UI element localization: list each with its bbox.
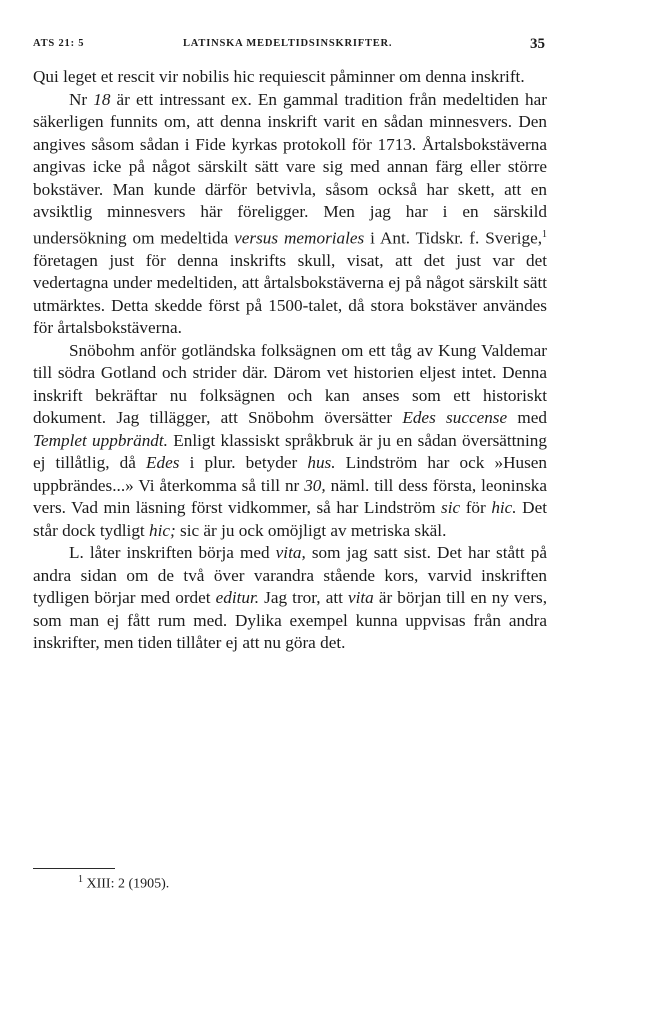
footnote-text: XIII: 2 (1905). xyxy=(83,876,170,892)
paragraph-4 xyxy=(33,542,547,655)
p3-text-o: Det står dock tydligt xyxy=(33,498,547,540)
p4-italic-editur: editur. xyxy=(215,588,260,608)
page-number: 35 xyxy=(530,36,545,52)
p3-italic-edes-succense: Edes succense xyxy=(402,408,508,428)
paragraph-2 xyxy=(33,89,547,340)
paragraph-3 xyxy=(33,340,547,543)
footnote xyxy=(78,874,169,893)
p2-text-a: Nr xyxy=(69,89,94,109)
p3-text-q: sic är ju ock omöjligt av metriska skäl. xyxy=(175,520,447,540)
header-title: LATINSKA MEDELTIDSINSKRIFTER. xyxy=(183,38,393,49)
p3-text-k: näml. till dess första, leoninska vers. Vad min läsning först vidkommer, så har Lindström xyxy=(33,475,548,518)
header-signature: ATS 21: 5 xyxy=(33,38,85,49)
p4-text-g: är början till en ny vers, som man ej fått rum med. Dylika exempel kunna uppvisas från andra inskrifter, men tiden tillåter ej att nu göra det. xyxy=(33,588,547,653)
p3-italic-hic: hic. xyxy=(491,498,517,518)
running-header xyxy=(33,38,545,54)
footnote-reference: 1 xyxy=(542,228,547,240)
p1-text: Qui leget et rescit vir nobilis hic requiescit påminner om denna inskrift. xyxy=(33,67,525,86)
p3-text-g: i plur. betyder xyxy=(179,453,308,473)
footnote-rule xyxy=(33,868,115,869)
p3-italic-30: 30, xyxy=(304,475,326,495)
p3-text-a: Snöbohm anför gotländska folksägnen om ett tåg av Kung Valdemar till södra Gotland och strider där. Därom vet historien eljest intet. Denna inskrift bekräftar nu folksägnen och kan anses som ett historiskt dokument. Jag tillägger, att Snöbohm översätter xyxy=(33,340,547,428)
p4-italic-vita2: vita xyxy=(347,588,374,608)
p3-text-m: för xyxy=(460,498,492,518)
p3-text-c: med xyxy=(507,408,547,428)
p3-italic-edes: Edes xyxy=(146,453,180,473)
body-text xyxy=(33,66,547,655)
p2-text-e: i Ant. Tidskr. f. Sverige, xyxy=(364,228,542,248)
p2-italic-number: 18 xyxy=(93,89,111,109)
p3-italic-templet: Templet uppbrändt. xyxy=(33,430,168,450)
p2-text-c: är ett intressant ex. En gammal tradition från medeltiden har säkerligen funnits om, att denna inskrift varit en sådan minnesvers. Den angives såsom sådan i Fide kyrkas protokoll för 1713. Årtalsbokstäverna angivas icke på något särskilt sätt vare sig med annan färg eller större bokstäver. Man kunde därför betvivla, såsom också har skett, att en avsiktlig minnesvers här föreligger. Men jag har i en särskild undersökning om medeltida xyxy=(33,89,547,248)
p3-italic-hus: hus. xyxy=(307,453,336,473)
p3-text-i: Lindström har ock »Husen uppbrändes...» Vi återkomma så till nr xyxy=(33,453,547,495)
p4-text-a: L. låter inskriften börja med xyxy=(69,543,276,563)
p4-text-c: som jag satt sist. Det har stått på andra sidan om de två över varandra stående kors, varvid inskriften tydligen börjar med ordet xyxy=(33,543,548,608)
paragraph-1 xyxy=(33,66,547,89)
p3-text-e: Enligt klassiskt språkbruk är ju en sådan översättning ej tillåtlig, då xyxy=(33,430,547,473)
p4-italic-vita: vita, xyxy=(275,543,306,563)
p2-text-g: företagen just för denna inskrifts skull, visat, att det just var det vedertagna under medeltiden, att årtalsbokstäverna ej på något särskilt sätt utmärktes. Detta skedde först på 1500-talet, då stora bokstäver användes för årtalsbokstäverna. xyxy=(33,250,547,338)
footnote-mark: 1 xyxy=(78,874,83,885)
p4-text-e: Jag tror, att xyxy=(259,588,348,608)
p2-italic-versus: versus memoriales xyxy=(234,228,365,248)
p3-italic-hic2: hic; xyxy=(149,520,176,540)
p3-italic-sic: sic xyxy=(441,498,461,518)
